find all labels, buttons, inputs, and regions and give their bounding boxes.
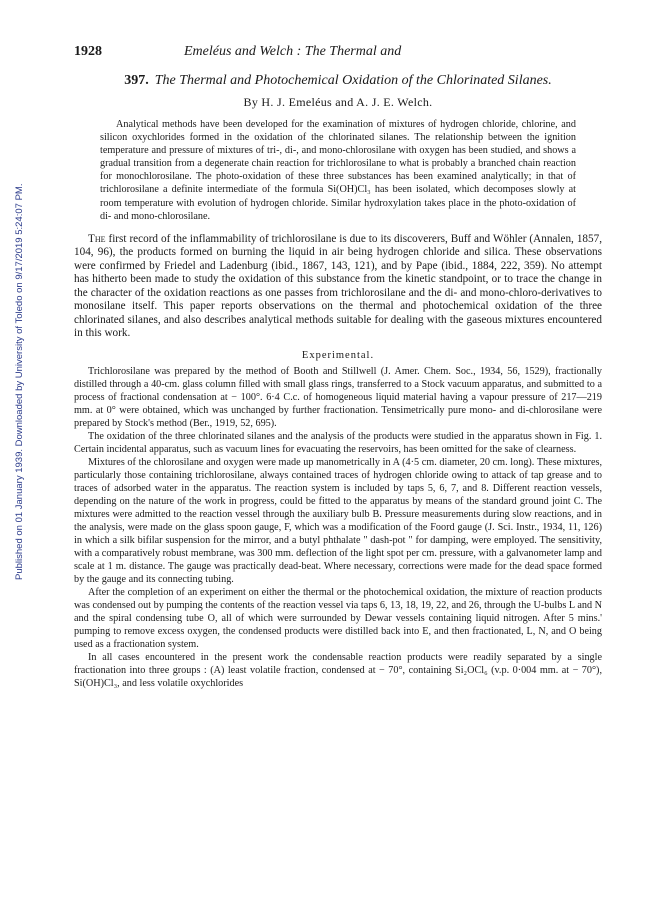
- article-title: [74, 72, 602, 90]
- page-number: 1928: [74, 44, 102, 59]
- intro-text: first record of the inflammability of trichlorosilane is due to its discoverers, Buff and Wöhler (Annalen, 1857, 104, 96), the products formed on burning the liquid in air being hydrogen chloride and silica. These observations were confirmed by Friedel and Ladenburg (ibid., 1867, 143, 121), and by Pape (ibid., 1884, 222, 359). No attempt has hitherto been made to study the oxidation of this substance from the kinetic standpoint, or to trace the change in the character of the oxidation reactions as one passes from trichlorosilane and the di- and mono-chloro-derivatives to monosilane itself. This paper reports observations on the thermal and photochemical oxidation of the three chlorinated silanes, and also describes analytical methods suitable for dealing with the gaseous mixtures encountered in this work.: [74, 232, 602, 340]
- experimental-paragraph-3: Mixtures of the chlorosilane and oxygen were made up manometrically in A (4·5 cm. diameter, 20 cm. long). These mixtures, particularly those containing trichlorosilane, always contained traces of hydrogen chloride owing to attack of tap grease and to traces of adsorbed water in the apparatus. The reaction system is included by taps 5, 6, 7, and 8. Different reaction vessels, depending on the nature of the work in progress, could be fitted to the apparatus by means of the standard ground joint C. The mixtures were admitted to the reaction vessel through the auxiliary bulb B. Pressure measurements during slow reactions, and in the analysis, were made on the glass spoon gauge, F, which was a modification of the Foord gauge (J. Sci. Instr., 1934, 11, 126) in which a silk bifilar suspension for the mirror, and a butyl phthalate " dash-pot " for damping, were employed. The sensitivity, with a comparatively robust membrane, was 300 mm. deflection of the light spot per cm. pressure, with a galvanometer lamp and scale at 1 m. distance. The gauge was practically dead-beat. Where necessary, corrections were made for the dead space formed by the gauge and its connecting tubing.: [74, 456, 602, 585]
- abstract: [100, 118, 576, 223]
- section-heading-experimental: Experimental.: [301, 349, 375, 361]
- experimental-paragraph-5: In all cases encountered in the present work the condensable reaction products were readily separated by a single fractionation into three groups : (A) least volatile fraction, condensed at − 70°, containing Si₂OCl₆ (v.p. 0·004 mm. at − 70°), Si(OH)Cl₃, and less volatile oxychlorides: [74, 651, 602, 689]
- experimental-paragraph-2: The oxidation of the three chlorinated silanes and the analysis of the products were studied in the apparatus shown in Fig. 1. Certain incidental apparatus, such as vacuum lines for evacuating the reservoirs, has been omitted for the sake of clearness.: [74, 430, 602, 455]
- journal-page: [74, 44, 602, 690]
- experimental-section: [74, 365, 602, 690]
- intro-lead-word: The: [88, 232, 106, 245]
- introduction: [74, 233, 602, 341]
- page-header: [74, 44, 602, 66]
- download-notice: Published on 01 January 1939. Downloaded by University of Toledo on 9/17/2019 5:24:07 PM.: [14, 183, 25, 580]
- abstract-text: Analytical methods have been developed for the examination of mixtures of hydrogen chloride, chlorine, and silicon oxychlorides formed in the oxidation of the chlorinated silanes. The relationship between the ignition temperature and pressure of mixtures of tri-, di-, and mono-chlorosilane with oxygen has been studied, and shows a gradual transition from a degenerate chain reaction for trichlorosilane to what is probably a branched chain reaction for monochlorosilane. The photo-oxidation of these three substances has been examined analytically; in that of trichlorosilane a definite intermediate of the formula Si(OH)Cl₃ has been isolated, which decomposes slowly at room temperature with evolution of hydrogen chloride. Similar hydroxylation takes place in the photo-oxidation of di- and mono-chlorosilane.: [100, 119, 576, 222]
- running-head: Emeléus and Welch : The Thermal and: [184, 44, 402, 59]
- title-text: The Thermal and Photochemical Oxidation of the Chlorinated Silanes.: [154, 73, 552, 88]
- experimental-paragraph-4: After the completion of an experiment on either the thermal or the photochemical oxidation, the mixture of reaction products was condensed out by pumping the contents of the reaction vessel via taps 6, 13, 18, 19, 22, and 26, through the U-bulbs L and N and the spiral condensing tube O, all of which were surrounded by Dewar vessels containing liquid nitrogen. After 5 mins.' pumping to remove excess oxygen, the condensed products were distilled back into E, and then fractionated, L, N, and O being used as a fractionation system.: [74, 586, 602, 650]
- intro-paragraph: [74, 233, 602, 341]
- article-number: 397.: [124, 73, 149, 88]
- author-byline: By H. J. Emeléus and A. J. E. Welch.: [243, 95, 433, 109]
- experimental-paragraph-1: Trichlorosilane was prepared by the method of Booth and Stillwell (J. Amer. Chem. Soc., 1934, 56, 1529), fractionally distilled through a 40-cm. glass column filled with small glass rings, transferred to a Stock vacuum apparatus, and submitted to a process of fractional condensation at − 100°. 6·4 C.c. of homogeneous liquid material having a vapour pressure of 217—219 mm. at 0° were obtained, which was unchanged by further fractionation. Tensimetrically pure mono- and di-chlorosilane were prepared by Stock's method (Ber., 1919, 52, 695).: [74, 365, 602, 429]
- download-sidebar: [0, 0, 26, 912]
